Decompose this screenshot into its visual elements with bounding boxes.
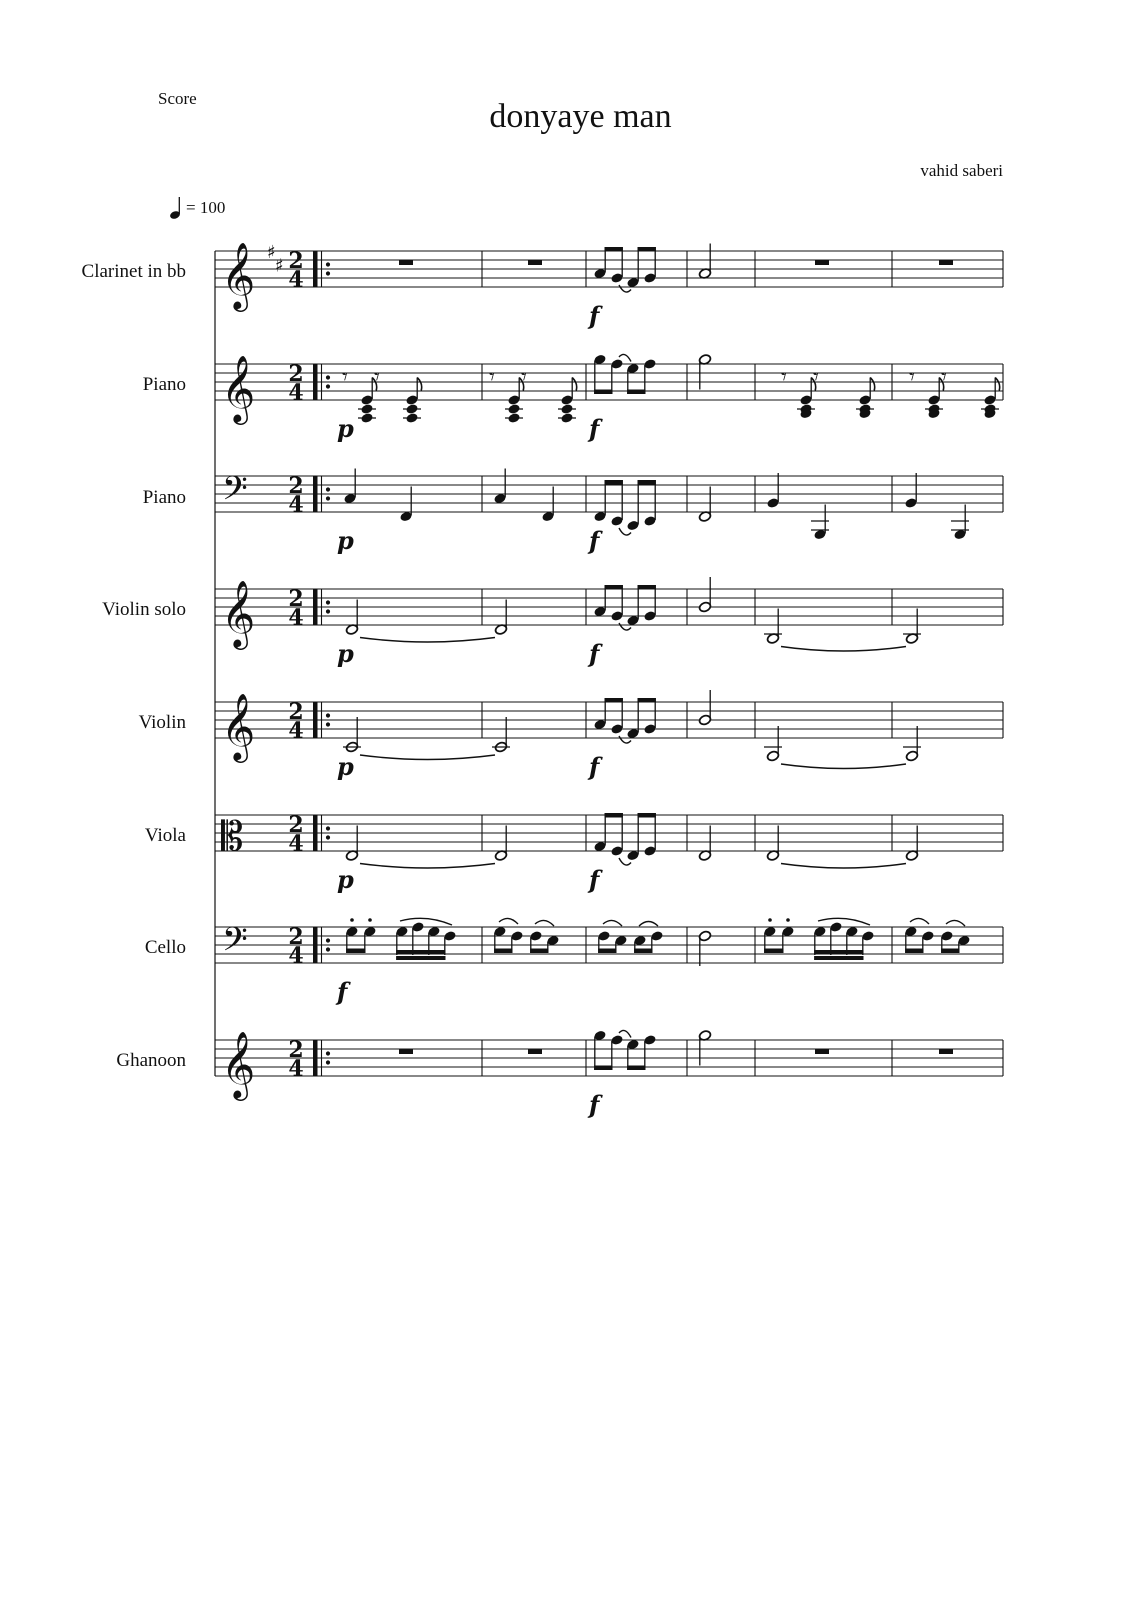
slur bbox=[639, 922, 658, 927]
dynamic-1-0: p bbox=[337, 414, 354, 443]
whole-rest bbox=[939, 260, 953, 265]
beam bbox=[638, 585, 656, 590]
treble-clef-icon: 𝄞 bbox=[221, 692, 256, 760]
beam bbox=[627, 390, 645, 395]
key-sharp-c: ♯ bbox=[275, 255, 284, 277]
time-signature-bottom: 4 bbox=[288, 605, 304, 631]
beam bbox=[627, 1066, 645, 1071]
staff-3 bbox=[215, 469, 1003, 556]
flag bbox=[995, 378, 1000, 391]
key-sharp-f: ♯ bbox=[267, 242, 276, 263]
staff-5 bbox=[215, 690, 1003, 781]
repeat-dot bbox=[326, 722, 330, 726]
flag bbox=[572, 378, 577, 391]
staccato-dot bbox=[350, 918, 354, 922]
beam bbox=[605, 698, 623, 703]
time-signature-top: 2 bbox=[288, 361, 304, 387]
time-signature-bottom: 4 bbox=[288, 380, 304, 406]
treble-clef-icon: 𝄞 bbox=[221, 241, 256, 309]
repeat-thick-bar bbox=[313, 364, 318, 400]
eighth-rest-icon: 𝄾 bbox=[489, 365, 495, 390]
time-signature-top: 2 bbox=[288, 586, 304, 612]
beam bbox=[814, 950, 863, 954]
repeat-dot bbox=[326, 600, 330, 604]
tempo-value: = 100 bbox=[186, 198, 226, 217]
beam bbox=[346, 949, 365, 954]
beam bbox=[594, 1066, 612, 1071]
slur bbox=[781, 647, 906, 652]
time-signature-bottom: 4 bbox=[288, 267, 304, 293]
beam bbox=[605, 585, 623, 590]
repeat-thick-bar bbox=[313, 476, 318, 512]
repeat-dot bbox=[326, 835, 330, 839]
repeat-dot bbox=[326, 713, 330, 717]
dynamic-5-2: f bbox=[589, 865, 600, 894]
time-signature-bottom: 4 bbox=[288, 943, 304, 969]
dynamic-5-0: p bbox=[337, 865, 354, 894]
repeat-dot bbox=[326, 496, 330, 500]
instrument-label-violin-solo: Violin solo bbox=[102, 599, 186, 620]
time-signature-top: 2 bbox=[288, 473, 304, 499]
repeat-dot bbox=[326, 826, 330, 830]
composer-name: vahid saberi bbox=[920, 161, 1003, 180]
repeat-thick-bar bbox=[313, 815, 318, 851]
slur bbox=[603, 920, 622, 926]
repeat-dot bbox=[326, 487, 330, 491]
repeat-thick-bar bbox=[313, 589, 318, 625]
dynamic-3-0: p bbox=[337, 639, 354, 668]
time-signature-top: 2 bbox=[288, 699, 304, 725]
score-label: Score bbox=[158, 89, 197, 108]
whole-rest bbox=[528, 1049, 542, 1054]
whole-rest bbox=[815, 1049, 829, 1054]
score-title: donyaye man bbox=[489, 98, 672, 135]
slur bbox=[781, 864, 906, 869]
time-signature-bottom: 4 bbox=[288, 718, 304, 744]
dynamic-4-0: p bbox=[337, 752, 354, 781]
beam bbox=[638, 247, 656, 252]
beam bbox=[396, 956, 445, 960]
repeat-dot bbox=[326, 375, 330, 379]
beam bbox=[530, 949, 548, 954]
instrument-label-piano-bass: Piano bbox=[142, 487, 186, 508]
repeat-dot bbox=[326, 938, 330, 942]
beam bbox=[764, 949, 783, 954]
repeat-thick-bar bbox=[313, 251, 318, 287]
repeat-dot bbox=[326, 947, 330, 951]
beam bbox=[605, 813, 623, 818]
time-signature-bottom: 4 bbox=[288, 492, 304, 518]
dynamic-6-0: f bbox=[337, 977, 348, 1006]
repeat-thick-bar bbox=[313, 927, 318, 963]
treble-clef-icon: 𝄞 bbox=[221, 1030, 256, 1098]
dynamic-2-2: f bbox=[589, 526, 600, 555]
instrument-label-clarinet: Clarinet in bb bbox=[81, 261, 186, 282]
repeat-dot bbox=[326, 384, 330, 388]
flag bbox=[417, 378, 422, 391]
eighth-rest-icon: 𝄾 bbox=[374, 365, 380, 390]
staff-2 bbox=[215, 354, 1003, 443]
slur bbox=[360, 755, 495, 760]
eighth-rest-icon: 𝄾 bbox=[342, 365, 348, 390]
treble-clef-icon: 𝄞 bbox=[221, 579, 256, 647]
staccato-dot bbox=[768, 918, 772, 922]
slur bbox=[400, 918, 452, 925]
time-signature-top: 2 bbox=[288, 1037, 304, 1063]
dynamic-4-2: f bbox=[589, 752, 600, 781]
dynamic-7-2: f bbox=[589, 1090, 600, 1119]
beam bbox=[494, 949, 512, 954]
eighth-rest-icon: 𝄾 bbox=[521, 365, 527, 390]
eighth-rest-icon: 𝄾 bbox=[813, 365, 819, 390]
instrument-label-piano-treble: Piano bbox=[142, 374, 186, 395]
beam bbox=[941, 949, 959, 954]
instrument-label-ghanoon: Ghanoon bbox=[116, 1050, 186, 1071]
time-signature-bottom: 4 bbox=[288, 1056, 304, 1082]
whole-rest bbox=[399, 260, 413, 265]
eighth-rest-icon: 𝄾 bbox=[941, 365, 947, 390]
dynamic-3-2: f bbox=[589, 639, 600, 668]
beam bbox=[598, 949, 616, 954]
staccato-dot bbox=[786, 918, 790, 922]
whole-rest bbox=[528, 260, 542, 265]
whole-rest bbox=[399, 1049, 413, 1054]
eighth-rest-icon: 𝄾 bbox=[909, 365, 915, 390]
staff-4 bbox=[215, 577, 1003, 668]
repeat-dot bbox=[326, 262, 330, 266]
dynamic-2-0: p bbox=[337, 526, 354, 555]
beam bbox=[605, 247, 623, 252]
repeat-dot bbox=[326, 1060, 330, 1064]
treble-clef-icon: 𝄞 bbox=[221, 354, 256, 422]
repeat-thick-bar bbox=[313, 1040, 318, 1076]
time-signature-bottom: 4 bbox=[288, 831, 304, 857]
repeat-dot bbox=[326, 609, 330, 613]
slur bbox=[946, 920, 965, 926]
staff-8 bbox=[215, 1030, 1003, 1119]
staff-7 bbox=[215, 918, 1003, 1006]
beam bbox=[638, 698, 656, 703]
alto-clef-icon: 𝄡 bbox=[221, 814, 244, 860]
repeat-dot bbox=[326, 271, 330, 275]
beam bbox=[814, 956, 863, 960]
eighth-rest-icon: 𝄾 bbox=[781, 365, 787, 390]
slur bbox=[818, 918, 870, 925]
flag bbox=[870, 378, 875, 391]
time-signature-top: 2 bbox=[288, 812, 304, 838]
staccato-dot bbox=[368, 918, 372, 922]
slur bbox=[910, 918, 929, 924]
dynamic-0-2: f bbox=[589, 301, 600, 330]
repeat-dot bbox=[326, 1051, 330, 1055]
beam bbox=[594, 390, 612, 395]
instrument-label-cello: Cello bbox=[144, 937, 186, 958]
beam bbox=[905, 949, 923, 954]
instrument-label-violin: Violin bbox=[138, 712, 186, 733]
bass-clef-icon: 𝄢 bbox=[222, 921, 248, 967]
beam bbox=[634, 949, 652, 954]
beam bbox=[638, 813, 656, 818]
repeat-thick-bar bbox=[313, 702, 318, 738]
whole-rest bbox=[939, 1049, 953, 1054]
beam bbox=[605, 480, 623, 485]
slur bbox=[781, 764, 906, 769]
beam bbox=[638, 480, 656, 485]
slur bbox=[360, 864, 495, 869]
instrument-label-viola: Viola bbox=[144, 825, 186, 846]
staff-1 bbox=[215, 241, 1003, 330]
beam bbox=[396, 950, 445, 954]
staff-6 bbox=[215, 812, 1003, 894]
time-signature-top: 2 bbox=[288, 248, 304, 274]
slur bbox=[535, 920, 554, 926]
whole-rest bbox=[815, 260, 829, 265]
slur bbox=[360, 638, 495, 643]
bass-clef-icon: 𝄢 bbox=[222, 470, 248, 516]
dynamic-1-2: f bbox=[589, 414, 600, 443]
slur bbox=[499, 918, 518, 924]
time-signature-top: 2 bbox=[288, 924, 304, 950]
